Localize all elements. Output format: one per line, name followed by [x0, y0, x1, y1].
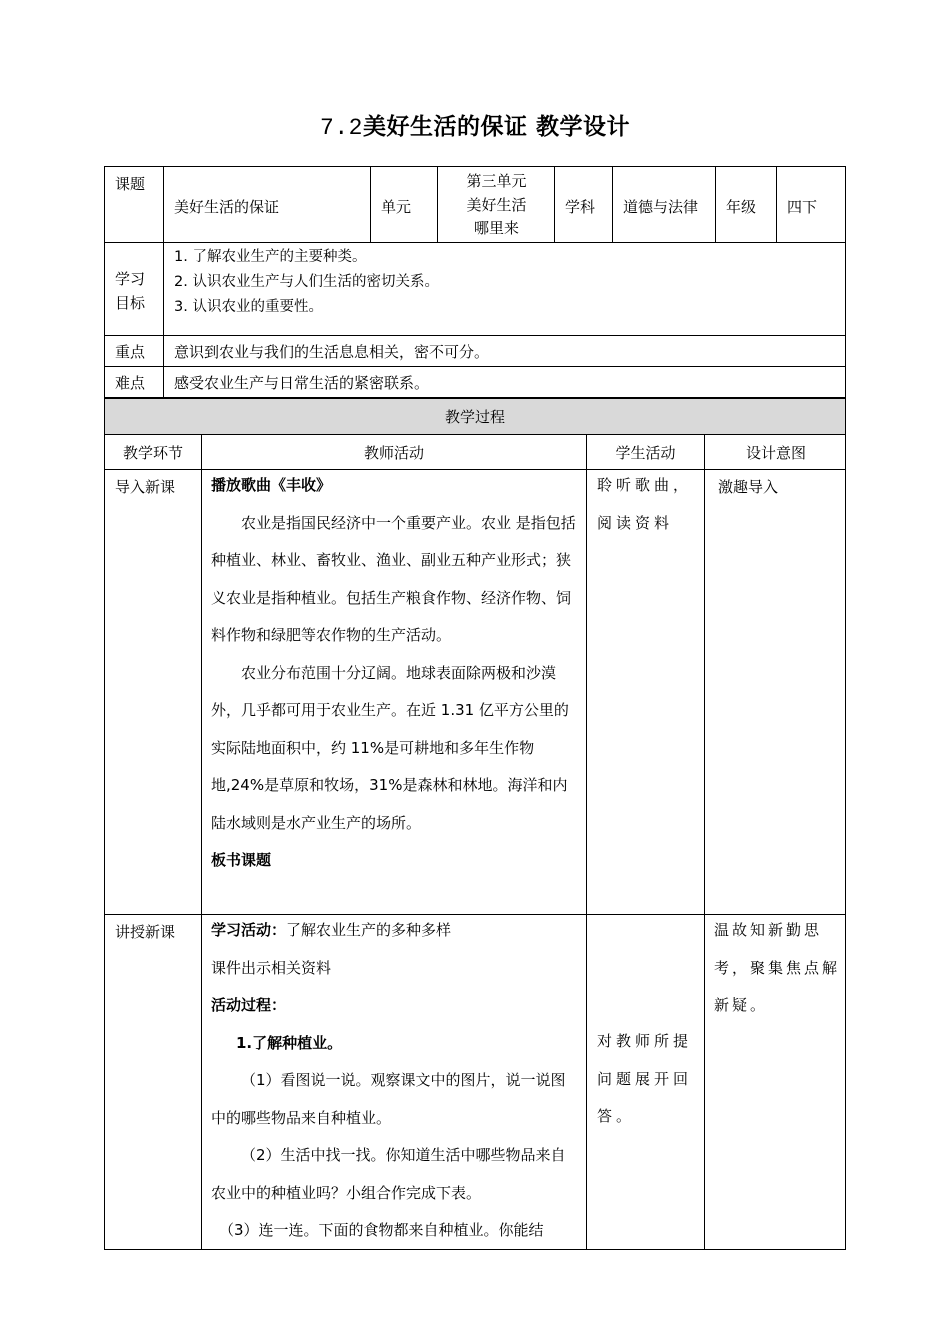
student-activity-cell [586, 915, 704, 1250]
table-bottom-border [104, 1249, 846, 1250]
unit-value-line-2: 美好生活 [466, 195, 527, 214]
subject-label-cell [554, 167, 612, 242]
unit-label-cell [370, 167, 437, 242]
student-activity-cell [586, 470, 704, 914]
teacher-footer: 板书课题 [211, 851, 272, 869]
unit-label: 单元 [381, 198, 412, 216]
subject-label: 学科 [565, 198, 596, 216]
goals-label [115, 267, 145, 315]
activity-text: 了解农业生产的多种多样 [286, 921, 452, 939]
activity-line [211, 912, 578, 950]
key-point-text-cell [163, 336, 847, 366]
grade-value-cell [776, 167, 847, 242]
key-point-label-cell [105, 336, 163, 366]
stage-row-teaching [104, 914, 846, 1250]
goals-list [174, 245, 439, 320]
col-teacher-label: 教师活动 [363, 443, 424, 462]
sub-heading: 1.了解种植业。 [236, 1033, 343, 1052]
teacher-activity [211, 912, 578, 1250]
process-label: 活动过程： [211, 996, 287, 1014]
grade-label: 年级 [726, 198, 757, 216]
unit-value [438, 170, 555, 241]
stage-name: 讲授新课 [115, 923, 176, 941]
stage-name-cell [105, 470, 201, 914]
teacher-activity [211, 467, 578, 880]
unit-value-line-1: 第三单元 [466, 172, 527, 190]
goals-label-line-2: 目标 [115, 294, 146, 312]
topic-label-cell [105, 167, 163, 242]
subject-value: 道德与法律 [623, 198, 699, 216]
step-paragraph: （2）生活中找一找。你知道生活中哪些物品来自农业中的种植业吗？小组合作完成下表。 [211, 1146, 566, 1202]
stage-name: 导入新课 [115, 478, 176, 496]
difficulty-row [104, 366, 846, 397]
teacher-heading: 播放歌曲《丰收》 [211, 476, 332, 494]
student-activity: 对教师所提问题展开回答。 [597, 1032, 693, 1125]
goal-item: 1. 了解农业生产的主要种类。 [174, 249, 367, 265]
difficulty-text-cell [163, 367, 847, 397]
col-stage-label: 教学环节 [122, 443, 183, 462]
difficulty-label-cell [105, 367, 163, 397]
process-header: 教学过程 [444, 408, 505, 426]
col-intent-label: 设计意图 [745, 443, 806, 462]
topic-value: 美好生活的保证 [174, 198, 280, 216]
col-intent-header [704, 435, 847, 469]
goals-row [104, 242, 846, 335]
goal-item: 3. 认识农业的重要性。 [174, 299, 323, 315]
process-header-row [104, 397, 846, 434]
key-point-text: 意识到农业与我们的生活息息相关，密不可分。 [174, 342, 490, 361]
intent-cell [704, 915, 847, 1250]
unit-value-line-3: 哪里来 [473, 219, 519, 237]
goals-content-cell [163, 243, 847, 335]
stage-row-intro [104, 469, 846, 914]
document-title [0, 108, 950, 141]
topic-value-cell [163, 167, 370, 242]
student-activity: 聆听歌曲，阅读资料 [597, 476, 693, 532]
teacher-paragraph: 农业是指国民经济中一个重要产业。农业 是指包括种植业、林业、畜牧业、渔业、副业五种产业形式；狭义农业是指种植业。包括生产粮食作物、经济作物、饲料作物和绿肥等农作物的生产活动。 [211, 513, 576, 644]
stage-name-cell [105, 915, 201, 1250]
activity-label: 学习活动： [211, 921, 287, 939]
column-header-row [104, 434, 846, 469]
unit-value-cell [437, 167, 554, 242]
subject-value-cell [612, 167, 715, 242]
teacher-paragraph: 农业分布范围十分辽阔。地球表面除两极和沙漠外，几乎都可用于农业生产。在近 1.31 亿平方公里的实际陆地面积中，约 11%是可耕地和多年生作物地,24%是草原和牧场，31%是森林和林地。海洋和内陆水域则是水产业生产的场所。 [211, 663, 569, 832]
title-text: 美好生活的保证 教学设计 [362, 114, 630, 140]
intent-text: 激趣导入 [718, 478, 779, 496]
step-paragraph: （3）连一连。下面的食物都来自种植业。你能结 [219, 1221, 544, 1239]
intent-cell [704, 470, 847, 914]
step-paragraph: （1）看图说一说。观察课文中的图片，说一说图中的哪些物品来自种植业。 [211, 1071, 566, 1127]
topic-label: 课题 [115, 175, 146, 193]
intent-text: 温故知新勤思考，聚集焦点解新疑。 [714, 921, 841, 1014]
info-row [104, 166, 846, 242]
courseware-line: 课件出示相关资料 [211, 958, 332, 977]
col-stage-header [105, 435, 201, 469]
goals-label-cell [105, 243, 163, 335]
key-point-label: 重点 [115, 342, 146, 361]
difficulty-label: 难点 [115, 373, 146, 392]
title-number: 7.2 [320, 115, 363, 141]
goal-item: 2. 认识农业生产与人们生活的密切关系。 [174, 274, 439, 290]
teacher-activity-cell [201, 915, 586, 1250]
grade-value: 四下 [787, 198, 818, 216]
col-student-label: 学生活动 [615, 443, 676, 462]
teacher-activity-cell [201, 470, 586, 914]
goals-label-line-1: 学习 [115, 270, 146, 288]
grade-label-cell [715, 167, 776, 242]
col-student-header [586, 435, 704, 469]
col-teacher-header [201, 435, 586, 469]
difficulty-text: 感受农业生产与日常生活的紧密联系。 [174, 373, 430, 392]
key-point-row [104, 335, 846, 366]
